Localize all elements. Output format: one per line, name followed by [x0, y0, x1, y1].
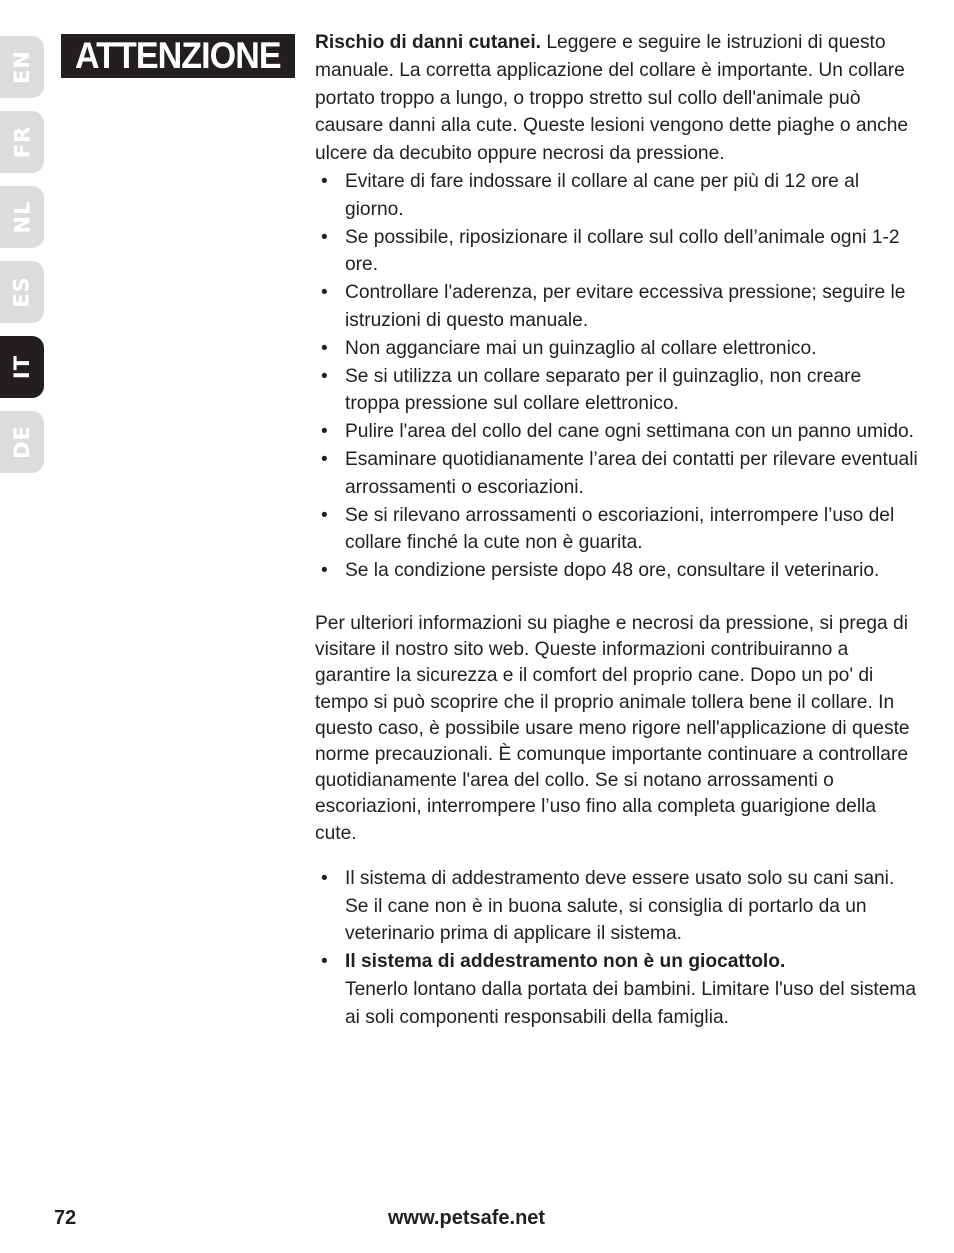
tab-es[interactable] [0, 261, 44, 323]
intro-bold: Rischio di danni cutanei. [315, 32, 542, 53]
warning-label: ATTENZIONE [75, 35, 281, 76]
list-item: • Se possibile, riposizionare il collare sul collo dell’animale ogni 1-2 ore. [315, 224, 919, 280]
list-item: • Pulire l'area del collo del cane ogni settimana con un panno umido. [315, 418, 919, 446]
list-item-bold: Il sistema di addestramento non è un giocattolo. [345, 951, 786, 973]
tab-label: DE [10, 425, 34, 459]
list-item: • Evitare di fare indossare il collare al cane per più di 12 ore al giorno. [315, 168, 919, 224]
tab-fr[interactable] [0, 111, 44, 173]
list-item [315, 948, 919, 1031]
list-item: • Controllare l'aderenza, per evitare eccessiva pressione; seguire le istruzioni di questo manuale. [315, 279, 919, 335]
list-item [315, 865, 919, 948]
website-url[interactable]: www.petsafe.net [388, 1207, 546, 1229]
list-item: • Esaminare quotidianamente l’area dei contatti per rilevare eventuali arrossamenti o escoriazioni. [315, 446, 919, 502]
tab-en[interactable] [0, 36, 44, 98]
tab-de[interactable] [0, 411, 44, 473]
tab-label: FR [9, 125, 34, 159]
info-paragraph: Per ulteriori informazioni su piaghe e necrosi da pressione, si prega di visitare il nostro sito web. Queste informazioni contribuiranno a garantire la sicurezza e il comfort del proprio cane. Dopo un po' di tempo si può scoprire che il proprio animale tollera bene il collare. In questo caso, è possibile usare meno rigore nell'applicazione di queste norme precauzionali. È comunque importante continuare a controllare quotidianamente l'area del collo. Se si notano arrossamenti o escoriazioni, interrompere l’uso fino alla completa guarigione della cute. [315, 612, 910, 844]
page-number: 72 [54, 1207, 77, 1229]
tab-label: ES [9, 276, 34, 308]
list-item: • Se la condizione persiste dopo 48 ore, consultare il veterinario. [315, 557, 919, 585]
intro-paragraph [315, 29, 919, 168]
tab-nl[interactable] [0, 186, 44, 248]
care-list [315, 168, 919, 585]
list-item-text: Tenerlo lontano dalla portata dei bambini. Limitare l'uso del sistema ai soli componenti responsabili della famiglia. [345, 978, 917, 1028]
list-item-text: Il sistema di addestramento deve essere usato solo su cani sani. Se il cane non è in buona salute, si consiglia di portarlo da un veterinario prima di applicare il sistema. [345, 867, 895, 945]
intro-text: Leggere e seguire le istruzioni di questo manuale. La corretta applicazione del collare è importante. Un collare portato troppo a lungo, o troppo stretto sul collo dell'animale può causare danni alla cute. Queste lesioni vengono dette piaghe o anche ulcere da decubito oppure necrosi da pressione. [315, 32, 909, 165]
tab-label: EN [9, 50, 34, 84]
tab-label: IT [9, 354, 34, 380]
main-content [315, 29, 919, 1032]
tab-it[interactable] [0, 336, 44, 398]
language-tabs [0, 36, 44, 486]
usage-list [315, 865, 919, 1032]
list-item: • Se si utilizza un collare separato per il guinzaglio, non creare troppa pressione sul collare elettronico. [315, 363, 919, 419]
warning-heading [61, 34, 295, 78]
tab-label: NL [10, 200, 34, 234]
list-item: • Non agganciare mai un guinzaglio al collare elettronico. [315, 335, 919, 363]
list-item: • Se si rilevano arrossamenti o escoriazioni, interrompere l’uso del collare finché la cute non è guarita. [315, 502, 919, 558]
